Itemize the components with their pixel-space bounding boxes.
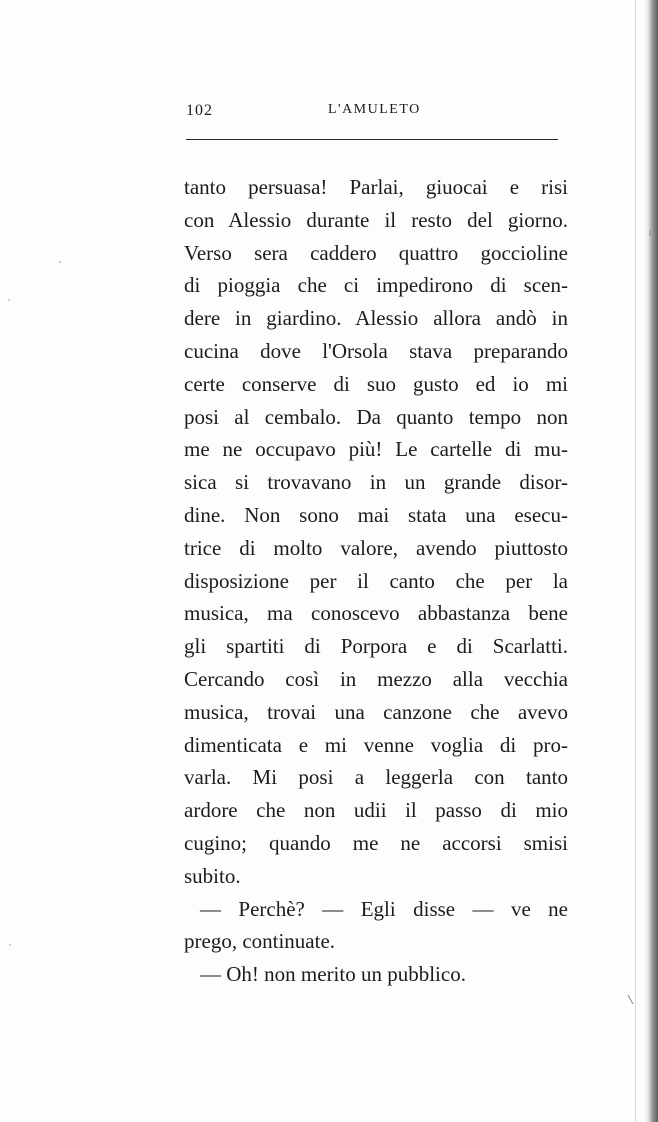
text-line: Verso sera caddero quattro goccioline — [184, 240, 568, 265]
text-line: tanto persuasa! Parlai, giuocai e risi — [184, 175, 568, 199]
page-edge — [644, 0, 658, 1122]
text-line: me ne occupavo più! Le cartelle di mu- — [184, 437, 568, 462]
text-line: posi al cembalo. Da quanto tempo non — [184, 404, 568, 429]
text-line: disposizione per il canto che per la — [184, 568, 568, 593]
dialogue-line: prego, continuate. — [184, 929, 336, 954]
text-line: musica, trovai una canzone che avevo — [184, 699, 568, 724]
text-line: Cercando così in mezzo alla vecchia — [184, 666, 568, 691]
text-line: certe conserve di suo gusto ed io mi — [184, 371, 568, 396]
header-rule — [186, 139, 558, 140]
body-text — [184, 171, 568, 991]
text-line: con Alessio durante il resto del giorno. — [184, 207, 568, 232]
text-line: cucina dove l'Orsola stava preparando — [184, 338, 568, 363]
running-title: L'AMULETO — [328, 102, 421, 117]
text-line: varla. Mi posi a leggerla con tanto — [184, 765, 568, 790]
text-line: dere in giardino. Alessio allora andò in — [184, 306, 568, 331]
text-line: di pioggia che ci impedirono di scen- — [184, 273, 568, 298]
page-edge-shadow — [635, 0, 636, 1122]
text-line: subito. — [184, 863, 241, 888]
text-line: cugino; quando me ne accorsi smisi — [184, 830, 568, 855]
dialogue-line: — Oh! non merito un pubblico. — [200, 962, 466, 987]
text-line: gli spartiti di Porpora e di Scarlatti. — [184, 634, 568, 659]
text-line: dimenticata e mi venne voglia di pro- — [184, 732, 568, 757]
page-number: 102 — [186, 102, 213, 119]
text-line: musica, ma conoscevo abbastanza bene — [184, 601, 568, 626]
running-header — [186, 102, 558, 126]
text-line: ardore che non udii il passo di mio — [184, 798, 568, 823]
text-line: trice di molto valore, avendo piuttosto — [184, 535, 568, 560]
text-line: sica si trovavano in un grande disor- — [184, 470, 568, 495]
dialogue-line: — Perchè? — Egli disse — ve ne — [200, 896, 568, 921]
text-line: dine. Non sono mai stata una esecu- — [184, 502, 568, 527]
